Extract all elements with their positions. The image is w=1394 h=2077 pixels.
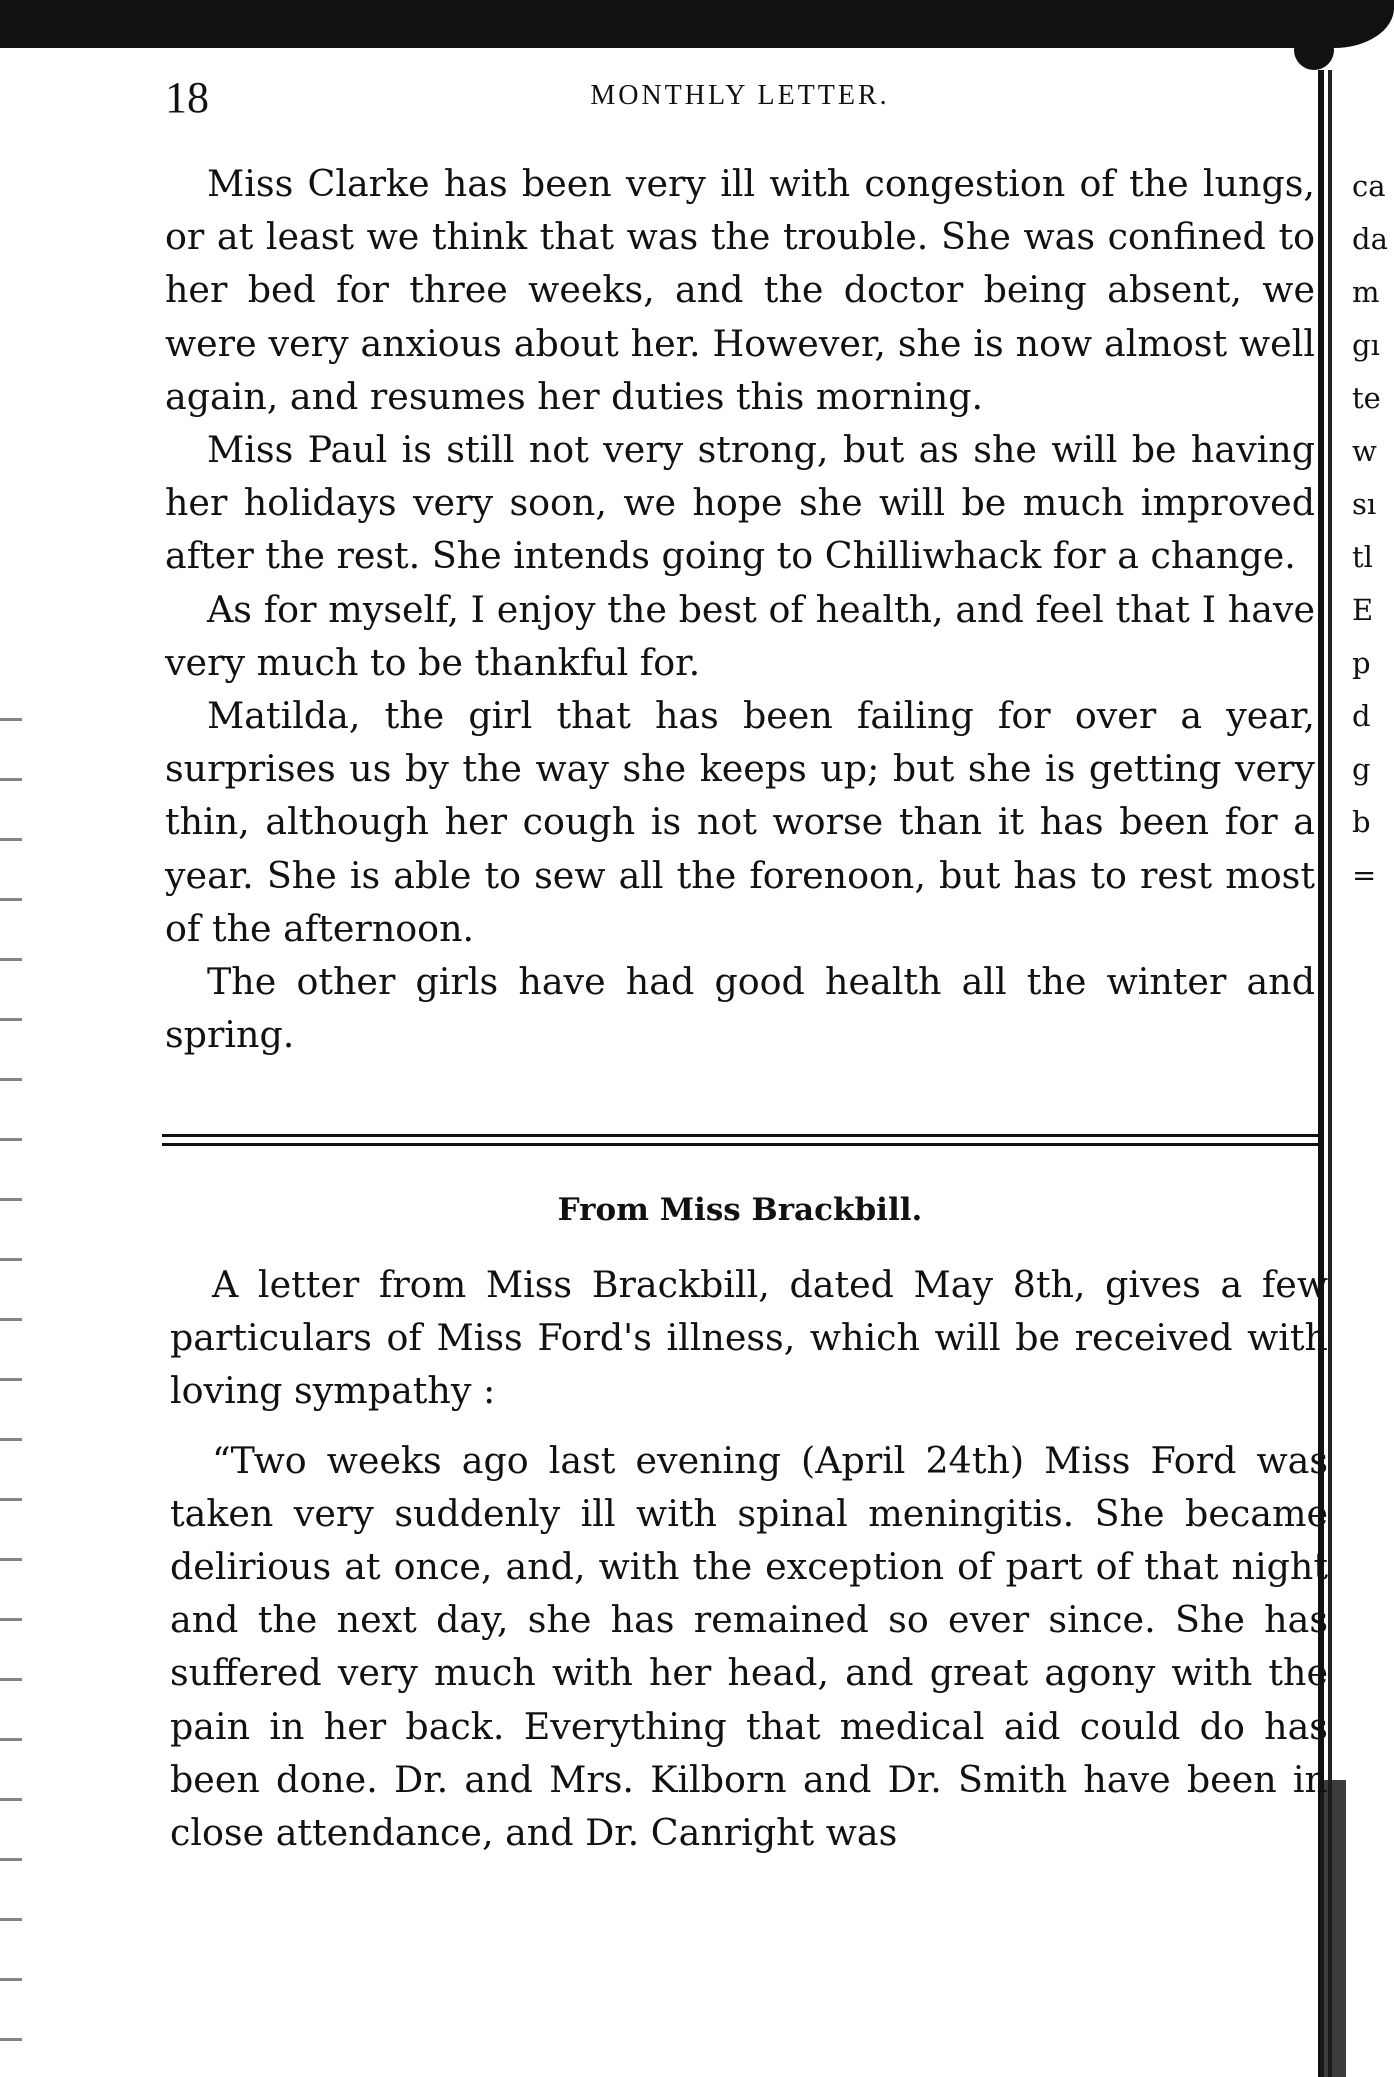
scan-top-border	[0, 0, 1394, 48]
fragment: tl	[1352, 540, 1373, 574]
quoted-letter: “Two weeks ago last evening (April 24th) Miss Ford was taken very suddenly ill with spinal meningitis. She became delirious at once, and, with the exception of part of that night and the next day, she has remained so ever since. She has suffered very much with her head, and great agony with the pain in her back. Everything that medical aid could do has been done. Dr. and Mrs. Kilborn and Dr. Smith have been in close attendance, and Dr. Canright was	[170, 1438, 1328, 1855]
paragraph: A letter from Miss Brackbill, dated May 8th, gives a few particulars of Miss Ford's illness, which will be received with loving sympathy :	[170, 1263, 1328, 1413]
page-number: 18	[165, 73, 209, 122]
paragraph: Matilda, the girl that has been failing for over a year, surprises us by the way she keeps up; but she is getting very thin, although her cough is not worse than it has been for a year. She is able to sew all the forenoon, but has to rest most of the afternoon.	[165, 694, 1315, 950]
paragraph: The other girls have had good health all the winter and spring.	[165, 960, 1315, 1057]
section-letter-brackbill	[170, 1258, 1328, 1859]
fragment: =	[1352, 858, 1377, 892]
paragraph: Miss Paul is still not very strong, but as she will be having her holidays very soon, we hope she will be much improved after the rest. She intends going to Chilliwhack for a change.	[165, 428, 1315, 578]
paragraph: Miss Clarke has been very ill with congestion of the lungs, or at least we think that was the trouble. She was confined to her bed for three weeks, and the doctor being absent, we were very anxious about her. However, she is now almost well again, and resumes her duties this morning.	[165, 162, 1315, 418]
section-title: From Miss Brackbill.	[557, 1192, 923, 1228]
fragment: E	[1352, 593, 1374, 627]
paragraph: As for myself, I enjoy the best of health, and feel that I have very much to be thankful for.	[165, 587, 1315, 684]
fragment: w	[1352, 434, 1377, 468]
fragment: m	[1352, 275, 1380, 309]
fragment: d	[1352, 699, 1371, 733]
section-divider	[162, 1134, 1320, 1146]
fragment: ca	[1352, 169, 1386, 203]
fragment: sı	[1352, 487, 1377, 521]
scan-left-gutter	[0, 690, 22, 2070]
fragment: g	[1352, 752, 1371, 786]
fragment: p	[1352, 646, 1371, 680]
fragment: da	[1352, 222, 1388, 256]
section-health-report	[165, 157, 1315, 1061]
fragment: b	[1352, 805, 1371, 839]
adjacent-page-fragments	[1352, 160, 1394, 902]
fragment: te	[1352, 381, 1381, 415]
fragment: gı	[1352, 328, 1380, 362]
running-head: MONTHLY LETTER.	[590, 80, 890, 111]
page-header	[165, 72, 1315, 128]
